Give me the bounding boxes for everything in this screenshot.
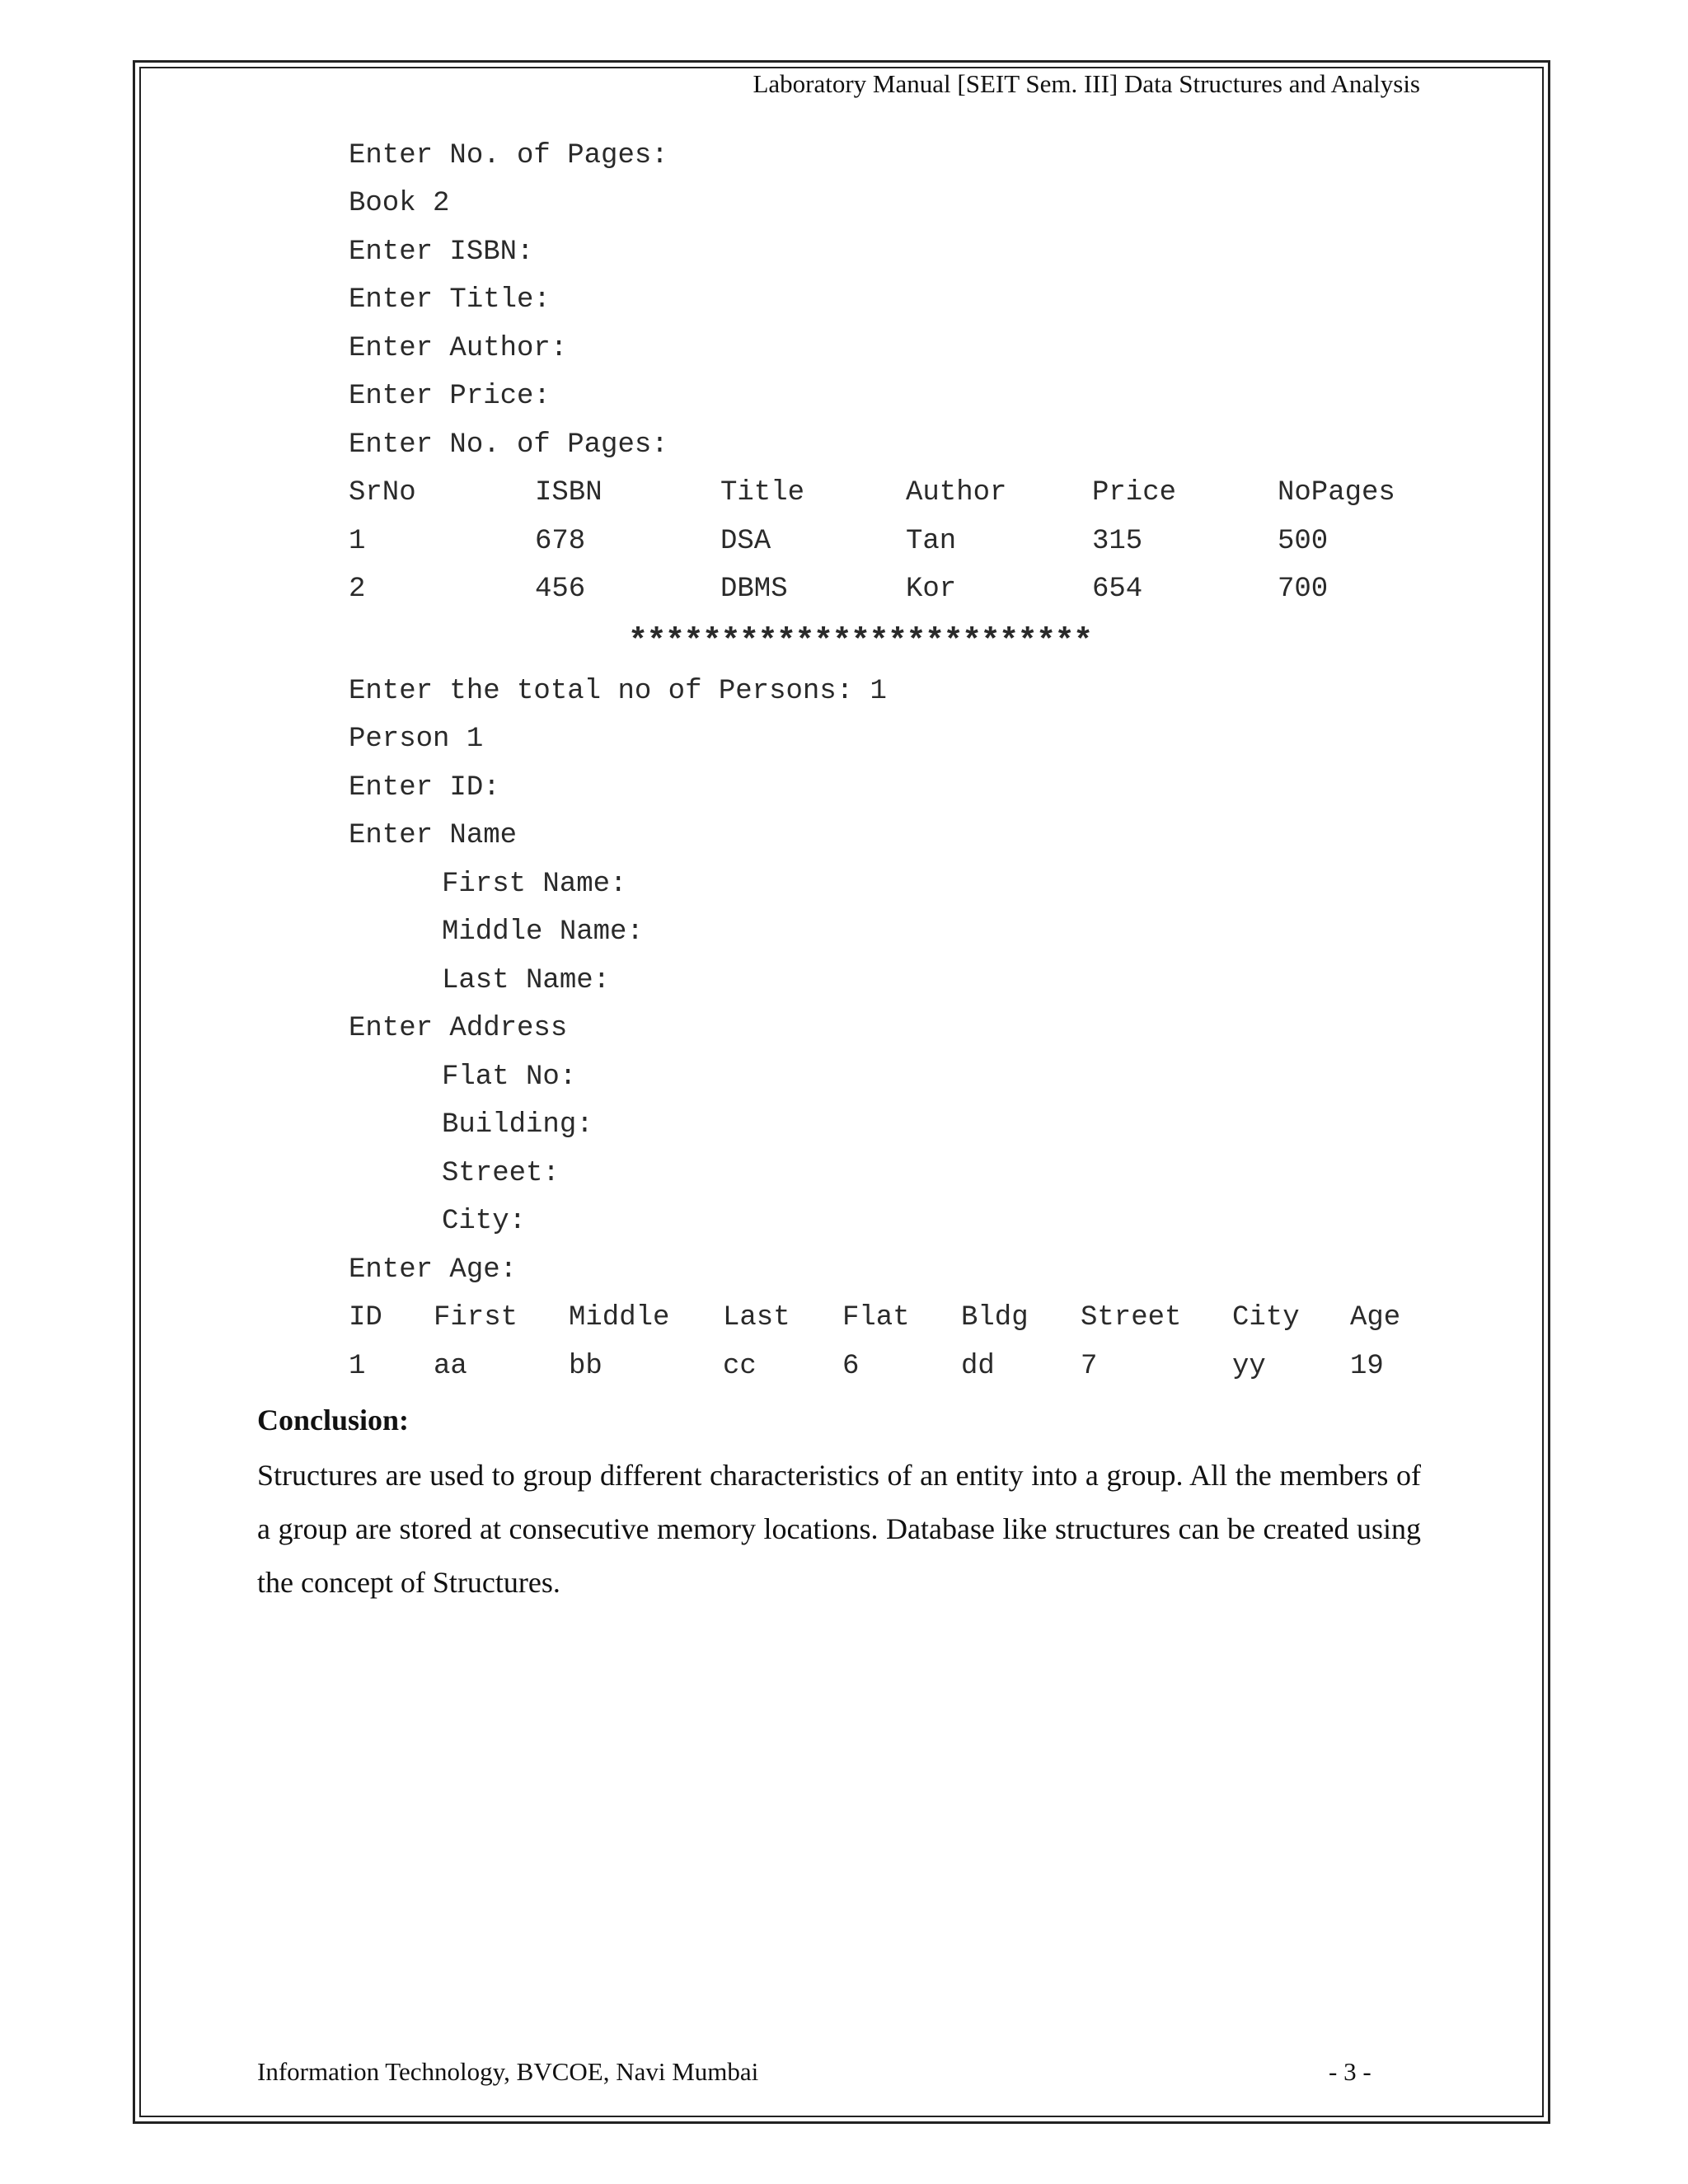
prompt-line: Enter ISBN: [349, 237, 534, 268]
table-cell: 2 [349, 574, 366, 605]
table-cell: bb [569, 1351, 603, 1382]
table-cell: DSA [720, 526, 771, 557]
table-cell: Kor [906, 574, 957, 605]
prompt-line: Enter Price: [349, 381, 551, 412]
prompt-line: Flat No: [442, 1062, 577, 1093]
conclusion-paragraph: Structures are used to group different characteristics of an entity into a group. All the members of a group are stored at consecutive memory locations. Database like structures can be created using the concept of Structures. [257, 1459, 1421, 1599]
table-cell: aa [434, 1351, 467, 1382]
column-header: Price [1092, 477, 1177, 509]
prompt-line: Book 2 [349, 188, 450, 219]
table-cell: yy [1232, 1351, 1266, 1382]
page-number: - 3 - [1329, 2057, 1372, 2086]
prompt-line: Enter Author: [349, 333, 568, 364]
table-cell: 678 [535, 526, 586, 557]
column-header: ID [349, 1302, 382, 1333]
table-cell: 7 [1081, 1351, 1098, 1382]
column-header: First [434, 1302, 518, 1333]
asterisk-separator: ************************* [628, 624, 1092, 661]
column-header: Author [906, 477, 1007, 509]
column-header: Flat [842, 1302, 910, 1333]
column-header: Title [720, 477, 805, 509]
column-header: NoPages [1278, 477, 1395, 509]
table-cell: 315 [1092, 526, 1143, 557]
table-cell: 19 [1350, 1351, 1384, 1382]
prompt-line: Enter ID: [349, 772, 500, 804]
prompt-line: Enter Title: [349, 284, 551, 316]
prompt-line: Last Name: [442, 965, 611, 996]
table-cell: 1 [349, 526, 366, 557]
column-header: ISBN [535, 477, 603, 509]
column-header: Age [1350, 1302, 1401, 1333]
column-header: Street [1081, 1302, 1182, 1333]
table-cell: dd [961, 1351, 995, 1382]
table-cell: DBMS [720, 574, 788, 605]
table-cell: 654 [1092, 574, 1143, 605]
prompt-line: Enter Address [349, 1013, 568, 1044]
column-header: City [1232, 1302, 1300, 1333]
column-header: Middle [569, 1302, 670, 1333]
prompt-line: Enter No. of Pages: [349, 140, 668, 171]
table-cell: 1 [349, 1351, 366, 1382]
prompt-line: Person 1 [349, 724, 484, 755]
running-header: Laboratory Manual [SEIT Sem. III] Data Structures and Analysis [753, 69, 1420, 98]
prompt-line: Building: [442, 1109, 593, 1141]
table-cell: 700 [1278, 574, 1329, 605]
page-border-inner [139, 67, 1544, 2117]
column-header: Bldg [961, 1302, 1029, 1333]
table-cell: Tan [906, 526, 957, 557]
prompt-line: Enter No. of Pages: [349, 429, 668, 461]
prompt-line: City: [442, 1206, 527, 1237]
column-header: Last [723, 1302, 790, 1333]
footer-institution: Information Technology, BVCOE, Navi Mumbai [257, 2057, 759, 2086]
table-cell: cc [723, 1351, 757, 1382]
prompt-line: First Name: [442, 869, 627, 900]
conclusion-heading: Conclusion: [257, 1404, 410, 1436]
table-cell: 500 [1278, 526, 1329, 557]
prompt-line: Enter Age: [349, 1254, 518, 1286]
prompt-line: Street: [442, 1158, 560, 1189]
prompt-line: Enter Name [349, 820, 518, 851]
prompt-line: Enter the total no of Persons: 1 [349, 676, 887, 707]
column-header: SrNo [349, 477, 416, 509]
table-cell: 6 [842, 1351, 860, 1382]
prompt-line: Middle Name: [442, 916, 644, 948]
table-cell: 456 [535, 574, 586, 605]
